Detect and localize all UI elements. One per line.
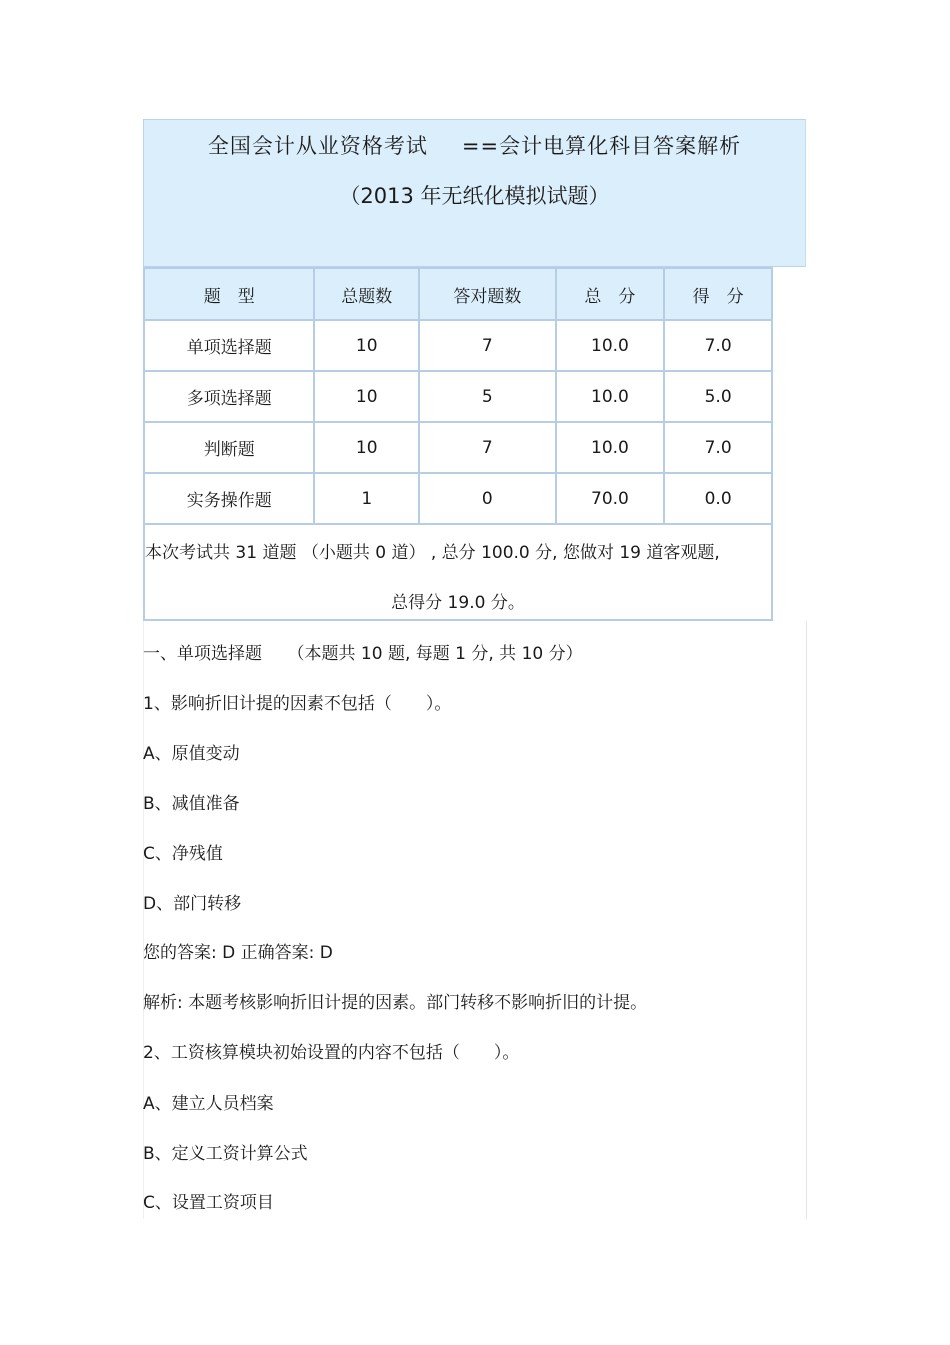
table-row: [144, 422, 772, 473]
summary-line-1: 本次考试共 31 道题 （小题共 0 道） , 总分 100.0 分, 您做对 19 道客观题,: [145, 543, 720, 563]
table-row: [144, 473, 772, 524]
question-stem: 2、工资核算模块初始设置的内容不包括（ ）。: [143, 1043, 520, 1063]
score-table: [143, 267, 773, 525]
header-total-score: 总 分: [556, 268, 665, 320]
header-correct-count: 答对题数: [419, 268, 556, 320]
cell-type: 判断题: [144, 422, 314, 473]
header-earned-score: 得 分: [664, 268, 772, 320]
option-c[interactable]: C、净残值: [143, 844, 223, 864]
cell-total-score: 10.0: [556, 422, 665, 473]
header-total-count: 总题数: [314, 268, 419, 320]
table-row: [144, 371, 772, 422]
cell-total-count: 10: [314, 371, 419, 422]
title-subject: ==会计电算化科目答案解析: [461, 134, 742, 158]
document-header: [143, 119, 806, 267]
cell-type: 单项选择题: [144, 320, 314, 371]
option-b[interactable]: B、减值准备: [143, 794, 240, 814]
document-subtitle: （2013 年无纸化模拟试题）: [339, 184, 610, 208]
exam-summary: [143, 522, 773, 621]
option-a[interactable]: A、建立人员档案: [143, 1094, 274, 1114]
cell-total-count: 10: [314, 320, 419, 371]
cell-correct-count: 5: [419, 371, 556, 422]
answer-line: 您的答案: D 正确答案: D: [143, 943, 333, 963]
score-table-header-row: [144, 268, 772, 320]
cell-total-count: 10: [314, 422, 419, 473]
cell-total-score: 10.0: [556, 320, 665, 371]
cell-total-score: 10.0: [556, 371, 665, 422]
option-a[interactable]: A、原值变动: [143, 744, 240, 764]
cell-type: 实务操作题: [144, 473, 314, 524]
option-c[interactable]: C、设置工资项目: [143, 1193, 274, 1213]
title-exam-name: 全国会计从业资格考试: [207, 134, 428, 158]
option-d[interactable]: D、部门转移: [143, 894, 242, 914]
cell-correct-count: 7: [419, 320, 556, 371]
question-stem: 1、影响折旧计提的因素不包括（ ）。: [143, 694, 452, 714]
option-b[interactable]: B、定义工资计算公式: [143, 1144, 308, 1164]
content-right-border: [806, 621, 807, 1219]
cell-total-count: 1: [314, 473, 419, 524]
cell-type: 多项选择题: [144, 371, 314, 422]
cell-earned-score: 5.0: [664, 371, 772, 422]
section-heading: 一、单项选择题 （本题共 10 题, 每题 1 分, 共 10 分）: [143, 644, 583, 664]
cell-earned-score: 0.0: [664, 473, 772, 524]
header-question-type: 题 型: [144, 268, 314, 320]
analysis-line: 解析: 本题考核影响折旧计提的因素。部门转移不影响折旧的计提。: [143, 993, 648, 1013]
cell-earned-score: 7.0: [664, 422, 772, 473]
summary-line-2: 总得分 19.0 分。: [391, 593, 525, 613]
document-title: [144, 130, 805, 160]
cell-earned-score: 7.0: [664, 320, 772, 371]
cell-total-score: 70.0: [556, 473, 665, 524]
cell-correct-count: 0: [419, 473, 556, 524]
table-row: [144, 320, 772, 371]
cell-correct-count: 7: [419, 422, 556, 473]
